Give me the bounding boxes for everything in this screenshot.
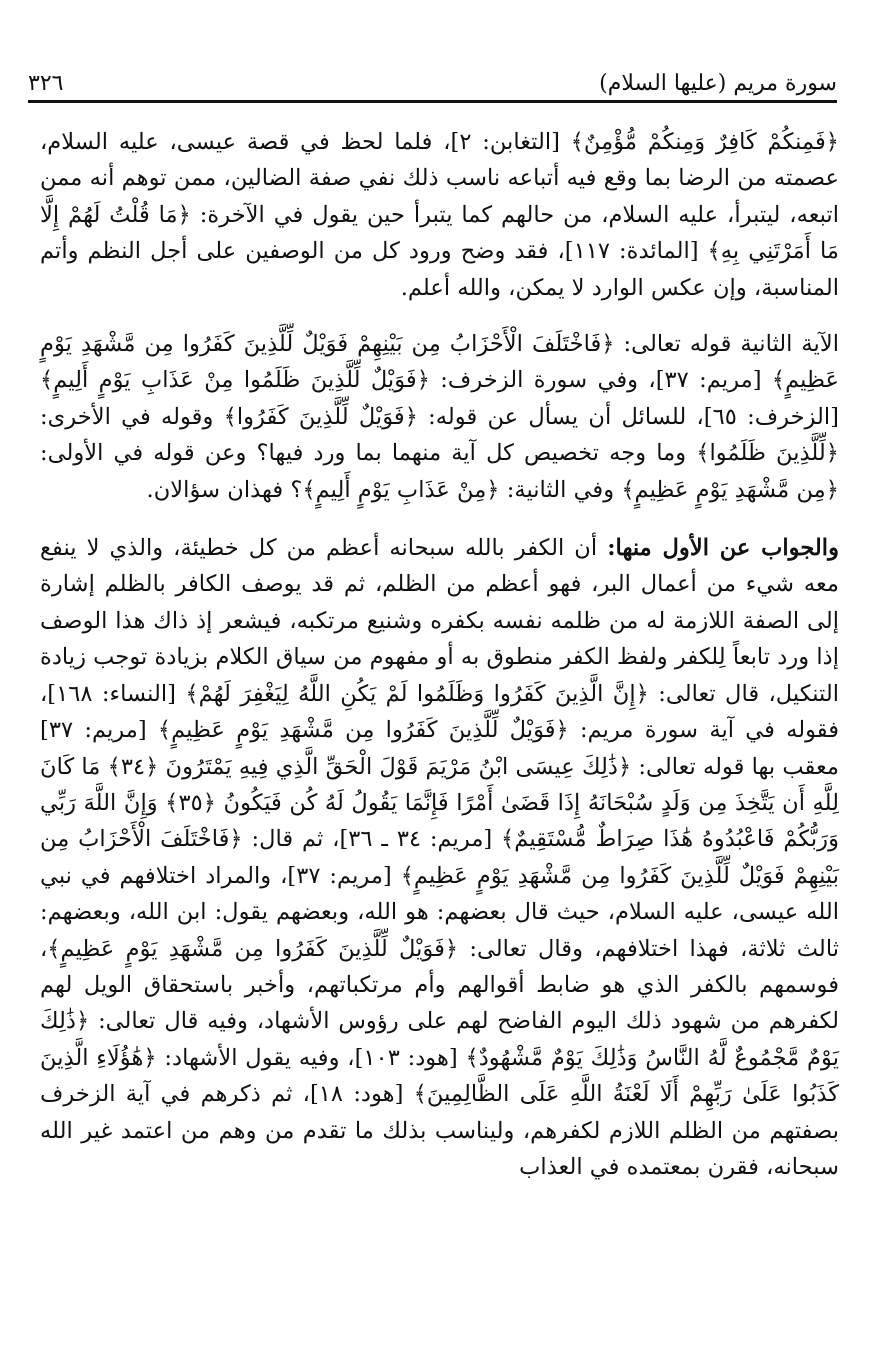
paragraph-2: الآية الثانية قوله تعالى: ﴿فَاخْتَلَفَ الْأَحْزَابُ مِن بَيْنِهِمْ فَوَيْلٌ لِّلَّذِينَ كَفَرُوا مِن مَّشْهَدِ يَوْمٍ عَظِيمٍ﴾ [مريم: ٣٧]، وفي سورة الزخرف: ﴿فَوَيْلٌ لِّلَّذِينَ ظَلَمُوا مِنْ عَذَابِ يَوْمٍ أَلِيمٍ﴾ [الزخرف: ٦٥]، للسائل أن يسأل عن قوله: ﴿فَوَيْلٌ لِّلَّذِينَ كَفَرُوا﴾ وقوله في الأخرى: ﴿لِّلَّذِينَ ظَلَمُوا﴾ وما وجه تخصيص كل آية منهما بما ورد فيها؟ وعن قوله في الأولى: ﴿مِن مَّشْهَدِ يَوْمٍ عَظِيمٍ﴾ وفي الثانية: ﴿مِنْ عَذَابِ يَوْمٍ أَلِيمٍ﴾؟ فهذان سؤالان.	[40, 331, 839, 503]
running-title: سورة مريم (عليها السلام)	[599, 71, 837, 96]
page-header	[28, 58, 837, 96]
answer-lead: والجواب عن الأول منها:	[607, 535, 839, 562]
page-number: ٣٢٦	[28, 71, 64, 96]
page-body	[40, 124, 839, 1185]
paragraph-3-text: أن الكفر بالله سبحانه أعظم من كل خطيئة، والذي لا ينفع معه شيء من أعمال البر، فهو أعظم من الظلم، ثم قد يوصف الكافر بالظلم إشارة إلى الصفة اللازمة له من ظلمه نفسه بكفره وشنيع مرتكبه، فيشعر إذ ذاك هذا الوصف إذا ورد تابعاً لِلكفر ولفظ الكفر منطوق به أو مفهوم من سياق الكلام بزيادة توجب زيادة التنكيل، قال تعالى: ﴿إِنَّ الَّذِينَ كَفَرُوا وَظَلَمُوا لَمْ يَكُنِ اللَّهُ لِيَغْفِرَ لَهُمْ﴾ [النساء: ١٦٨]، فقوله في آية سورة مريم: ﴿فَوَيْلٌ لِّلَّذِينَ كَفَرُوا مِن مَّشْهَدِ يَوْمٍ عَظِيمٍ﴾ [مريم: ٣٧] معقب بها قوله تعالى: ﴿ذَٰلِكَ عِيسَى ابْنُ مَرْيَمَ قَوْلَ الْحَقِّ الَّذِي فِيهِ يَمْتَرُونَ ﴿٣٤﴾ مَا كَانَ لِلَّهِ أَن يَتَّخِذَ مِن وَلَدٍ سُبْحَانَهُ إِذَا قَضَىٰ أَمْرًا فَإِنَّمَا يَقُولُ لَهُ كُن فَيَكُونُ ﴿٣٥﴾ وَإِنَّ اللَّهَ رَبِّي وَرَبُّكُمْ فَاعْبُدُوهُ هَٰذَا صِرَاطٌ مُّسْتَقِيمٌ﴾ [مريم: ٣٤ ـ ٣٦]، ثم قال: ﴿فَاخْتَلَفَ الْأَحْزَابُ مِن بَيْنِهِمْ فَوَيْلٌ لِّلَّذِينَ كَفَرُوا مِن مَّشْهَدِ يَوْمٍ عَظِيمٍ﴾ [مريم: ٣٧]، والمراد اختلافهم في نبي الله عيسى، عليه السلام، حيث قال بعضهم: هو الله، وبعضهم يقول: ابن الله، وبعضهم: ثالث ثلاثة، فهذا اختلافهم، وقال تعالى: ﴿فَوَيْلٌ لِّلَّذِينَ كَفَرُوا مِن مَّشْهَدِ يَوْمٍ عَظِيمٍ﴾، فوسمهم بالكفر الذي هو ضابط أقوالهم وأم مرتكباتهم، وأخبر باستحقاق الويل لهم لكفرهم من شهود ذلك اليوم الفاضح لهم على رؤوس الأشهاد، وفيه قال تعالى: ﴿ذَٰلِكَ يَوْمٌ مَّجْمُوعٌ لَّهُ النَّاسُ وَذَٰلِكَ يَوْمٌ مَّشْهُودٌ﴾ [هود: ١٠٣]، وفيه يقول الأشهاد: ﴿هَٰؤُلَاءِ الَّذِينَ كَذَبُوا عَلَىٰ رَبِّهِمْ أَلَا لَعْنَةُ اللَّهِ عَلَى الظَّالِمِينَ﴾ [هود: ١٨]، ثم ذكرهم في آية الزخرف بصفتهم من الظلم اللازم لكفرهم، وليناسب بذلك ما تقدم من وهم من اعتمد غير الله سبحانه، فقرن بمعتمده في العذاب	[39, 535, 840, 1180]
header-rule	[28, 100, 837, 103]
paragraph-3	[40, 530, 839, 1185]
paragraph-1: ﴿فَمِنكُمْ كَافِرٌ وَمِنكُمْ مُّؤْمِنٌ﴾ [التغابن: ٢]، فلما لحظ في قصة عيسى، عليه السلام، عصمته من الرضا بما وقع فيه أتباعه ناسب ذلك نفي صفة الضالين، ممن توهم أنه ممن اتبعه، ليتبرأ، عليه السلام، من حالهم كما يتبرأ حين يقول في الآخرة: ﴿مَا قُلْتُ لَهُمْ إِلَّا مَا أَمَرْتَنِي بِهِ﴾ [المائدة: ١١٧]، فقد وضح ورود كل من الوصفين على أجل النظم وأتم المناسبة، وإن عكس الوارد لا يمكن، والله أعلم.	[40, 129, 839, 301]
